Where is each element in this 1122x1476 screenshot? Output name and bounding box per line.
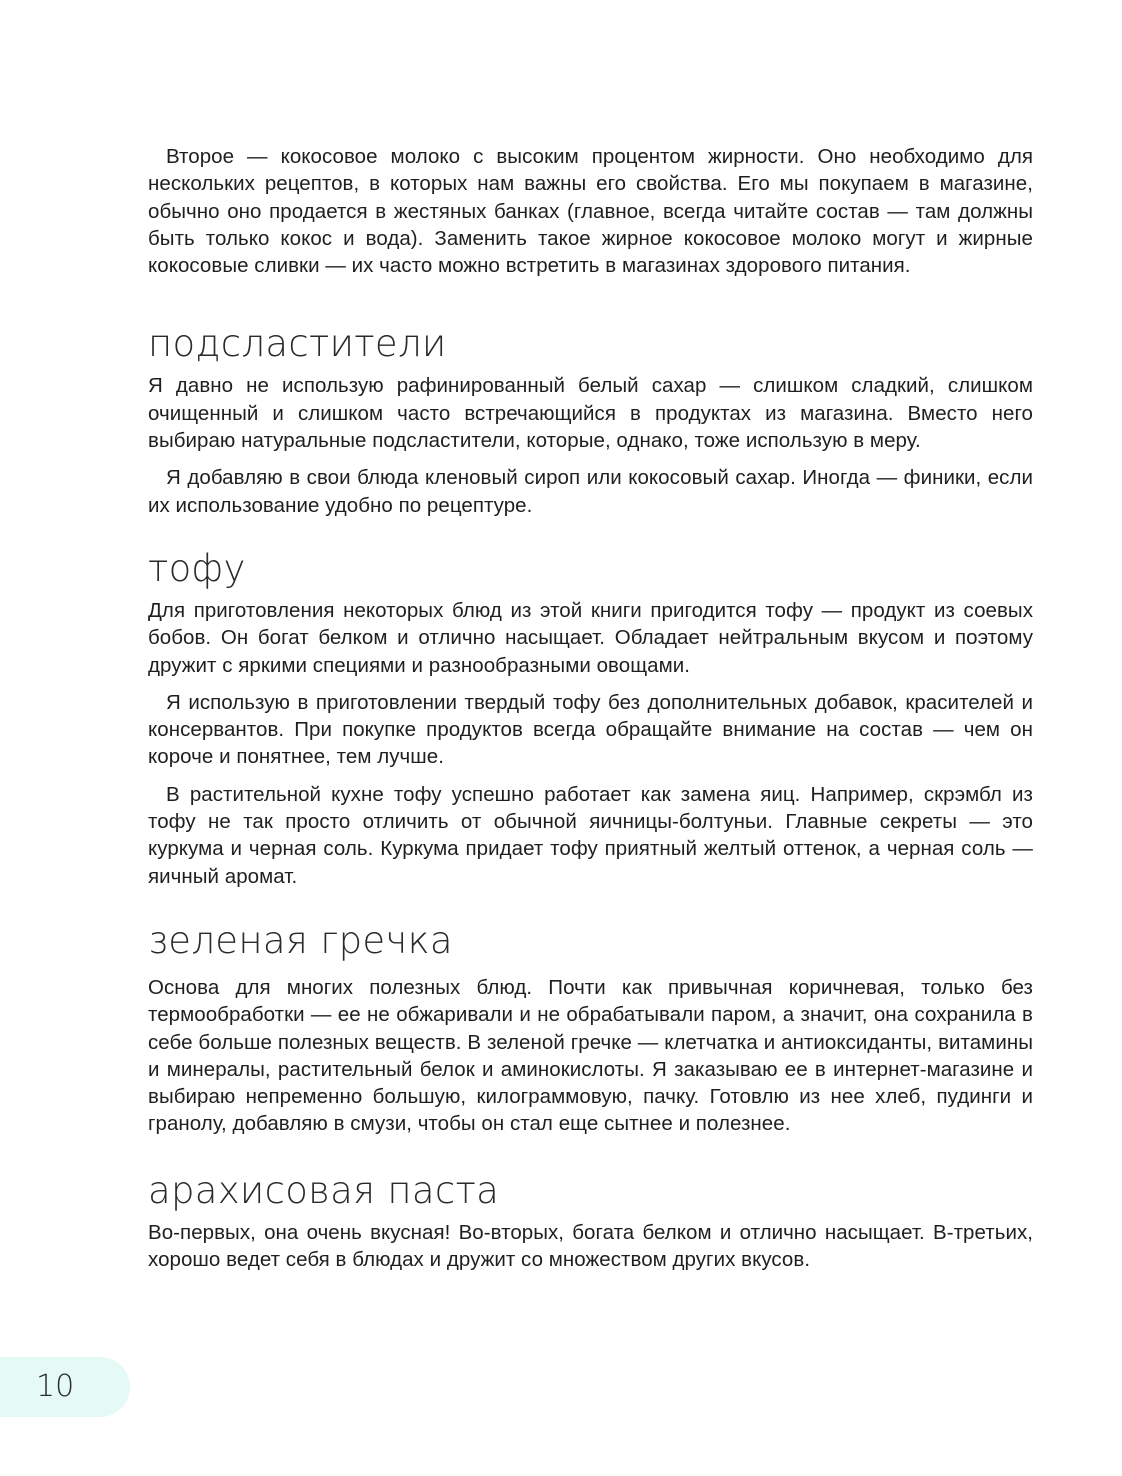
section-heading: подсластители <box>148 322 447 366</box>
intro-paragraph: Второе — кокосовое молоко с высоким процентом жирности. Оно необходимо для нескольких рецептов, в которых нам важны его свойства. Его мы покупаем в магазине, обычно оно продается в жестяных банках (главное, всегда читайте состав — там должны быть только кокос и вода). Заменить такое жирное кокосовое молоко могут и жирные кокосовые сливки — их часто можно встретить в магазинах здорового питания. <box>148 145 1033 278</box>
page-number: 10 <box>36 1369 75 1404</box>
paragraph: Основа для многих полезных блюд. Почти как привычная коричневая, только без термообработки — ее не обжаривали и не обрабатывали паром, а значит, она сохранила в себе больше полезных веществ. В зеленой гречке — клетчатка и антиоксиданты, витамины и минералы, растительный белок и аминокислоты. Я заказываю ее в интернет-магазине и выбираю непременно большую, килограммовую, пачку. Готовлю из нее хлеб, пудинги и гранолу, добавляю в смузи, чтобы он стал еще сытнее и полезнее. <box>148 975 1033 1136</box>
paragraph: Для приготовления некоторых блюд из этой книги пригодится тофу — продукт из соевых бобов. Он богат белком и отлично насыщает. Обладает нейтральным вкусом и поэтому дружит с яркими специями и разнообразными овощами. <box>148 598 1033 677</box>
page-number-tab <box>0 1357 130 1417</box>
paragraph: Я давно не использую рафинированный белый сахар — слишком сладкий, слишком очищенный и слишком часто встречающийся в продуктах из магазина. Вместо него выбираю натуральные подсластители, которые, однако, тоже использую в меру. <box>148 374 1033 453</box>
section-sweeteners <box>148 323 1033 518</box>
section-heading: арахисовая паста <box>148 1168 500 1212</box>
paragraph: В растительной кухне тофу успешно работает как замена яиц. Например, скрэмбл из тофу не так просто отличить от обычной яичницы-болтуньи. Главные секреты — это куркума и черная соль. Куркума придает тофу приятный желтый оттенок, а черная соль — яичный аромат. <box>148 782 1033 888</box>
section-peanut-paste <box>148 1170 1033 1274</box>
section-heading: тофу <box>148 546 246 590</box>
paragraph: Я добавляю в свои блюда кленовый сироп или кокосовый сахар. Иногда — финики, если их использование удобно по рецептуре. <box>148 466 1033 517</box>
section-buckwheat <box>148 920 1033 1138</box>
page-content <box>148 143 1033 1283</box>
section-heading: зеленая гречка <box>148 918 453 962</box>
section-tofu <box>148 548 1033 890</box>
paragraph: Я использую в приготовлении твердый тофу без дополнительных добавок, красителей и консервантов. При покупке продуктов всегда обращайте внимание на состав — чем он короче и понятнее, тем лучше. <box>148 690 1033 769</box>
paragraph: Во-первых, она очень вкусная! Во-вторых, богата белком и отлично насыщает. В-третьих, хорошо ведет себя в блюдах и дружит со множеством других вкусов. <box>148 1220 1033 1272</box>
